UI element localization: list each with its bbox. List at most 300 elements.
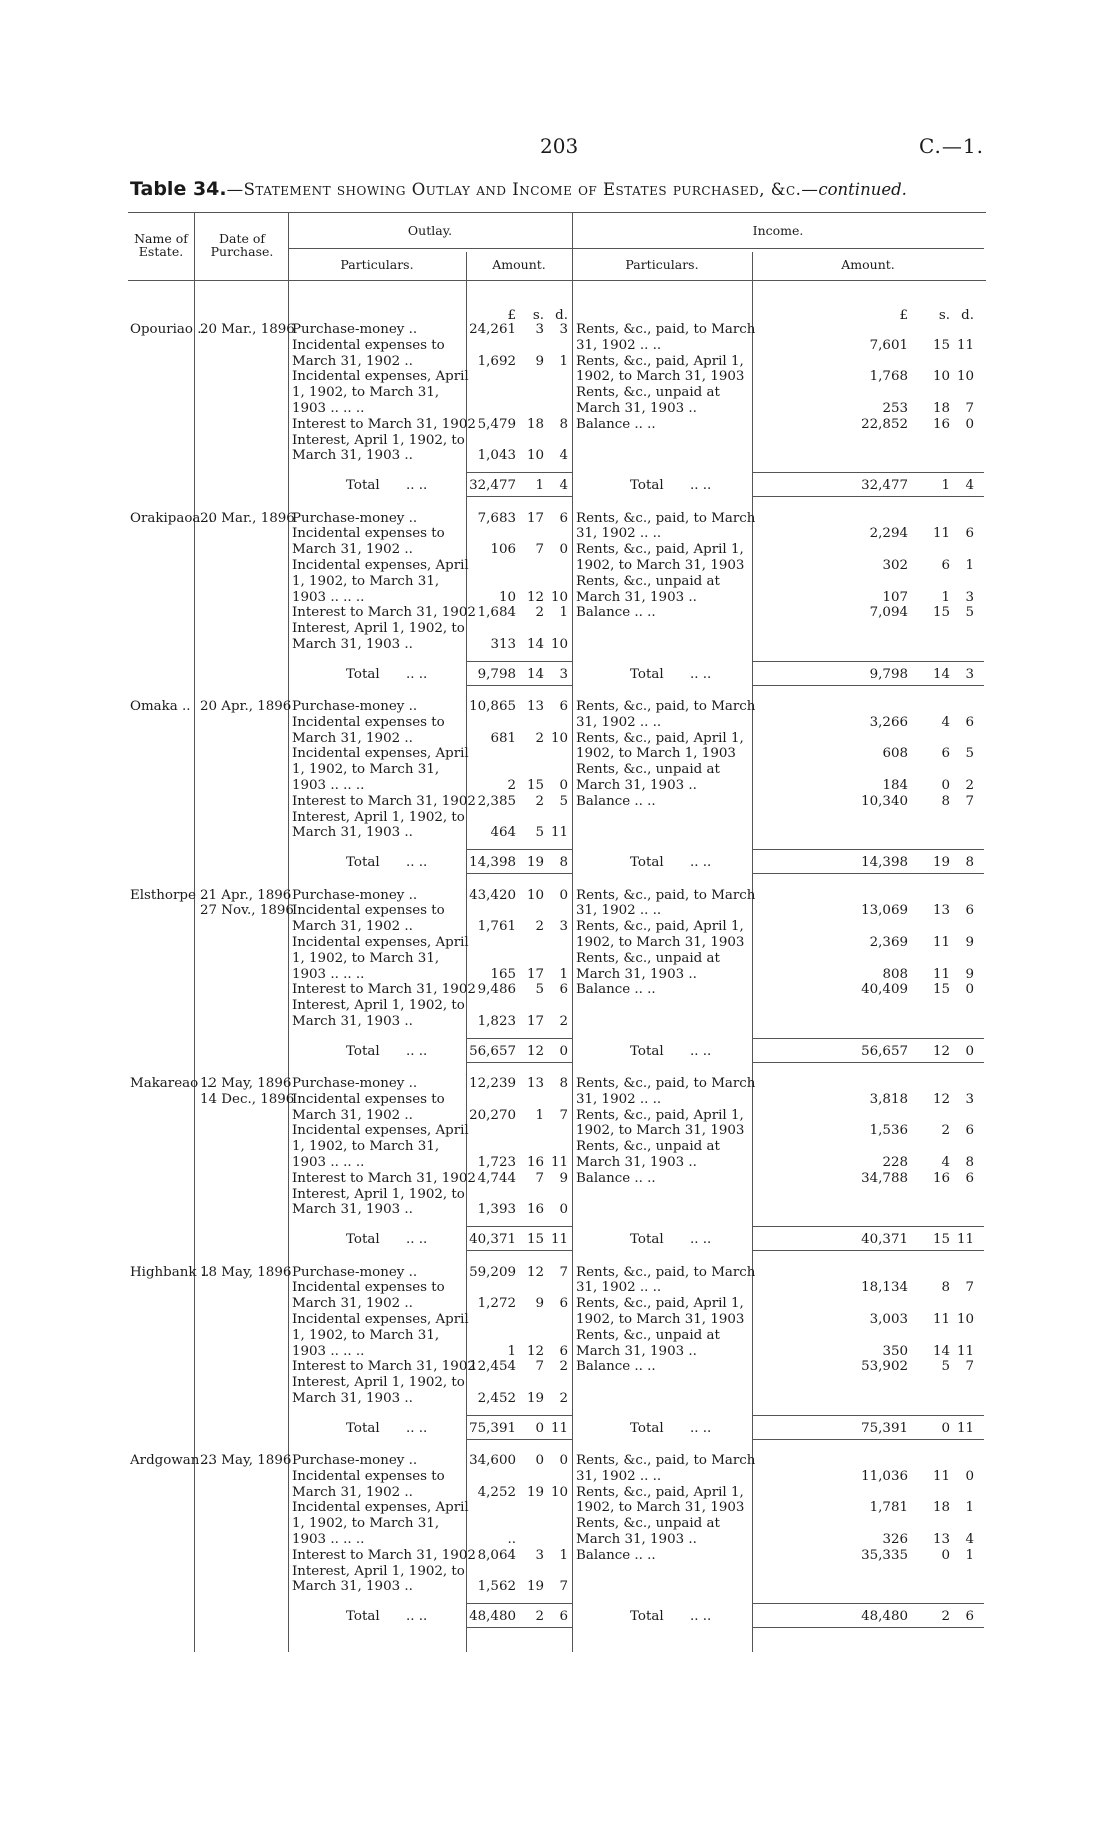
outlay-amount-shillings: 12 [526, 1264, 544, 1280]
outlay-amount-pounds: 106 [490, 542, 516, 558]
income-particular: March 31, 1903 .. [576, 966, 697, 982]
outlay-amount-pence: 0 [559, 1202, 568, 1218]
outlay-total-pounds: 9,798 [477, 666, 516, 682]
income-particular: Rents, &c., paid, to March [576, 699, 756, 714]
outlay-amount-shillings: 17 [526, 510, 544, 526]
outlay-total-pence: 8 [559, 855, 568, 871]
income-particular: March 31, 1903 .. [576, 778, 697, 793]
outlay-particular: Interest to March 31, 1902 [292, 1547, 476, 1563]
income-particular: Rents, &c., paid, April 1, [576, 353, 744, 369]
income-particular: 31, 1902 .. .. [576, 714, 662, 730]
income-amount-pounds: 1,781 [869, 1500, 908, 1516]
income-amount-pence: 5 [965, 605, 974, 621]
outlay-amount-shillings: 17 [526, 966, 544, 982]
table-title [130, 178, 980, 200]
outlay-amount-pence: 8 [559, 1076, 568, 1091]
income-total-dots: .. .. [690, 855, 712, 871]
estate-name: Orakipaoa .. [130, 510, 214, 526]
outlay-amount-pounds: 313 [490, 636, 516, 652]
income-amount-shillings: 13 [932, 903, 950, 919]
outlay-particular: Incidental expenses, April [292, 1311, 469, 1327]
income-total-shillings: 15 [932, 1232, 950, 1248]
outlay-total-dots: .. .. [406, 1232, 428, 1248]
outlay-total-pounds: 56,657 [469, 1043, 516, 1059]
outlay-amount-pounds: 9,486 [477, 982, 516, 998]
income-particular: Balance .. .. [576, 416, 656, 432]
income-particular: 31, 1902 .. .. [576, 1091, 662, 1107]
income-total-pounds: 9,798 [869, 666, 908, 682]
outlay-amount-shillings: 13 [526, 699, 544, 714]
estate-purchase-date: 18 May, 1896 [200, 1264, 292, 1280]
income-particular: 1902, to March 31, 1903 [576, 1123, 745, 1139]
income-particular: Rents, &c., unpaid at [576, 1139, 720, 1155]
income-amount-pence: 6 [965, 526, 974, 542]
income-particular: Rents, &c., paid, April 1, [576, 919, 744, 935]
income-total-label: Total [630, 1609, 664, 1625]
income-particular: 1902, to March 31, 1903 [576, 934, 745, 950]
income-particular: 31, 1902 .. .. [576, 526, 662, 542]
outlay-amount-pounds: 59,209 [469, 1264, 516, 1280]
income-amount-shillings: 11 [932, 526, 950, 542]
outlay-particular: March 31, 1903 .. [292, 825, 413, 841]
table-title-number: Table 34. [130, 178, 227, 200]
outlay-amount-shillings: 16 [526, 1155, 544, 1170]
outlay-particular: Interest, April 1, 1902, to [292, 621, 465, 637]
outlay-amount-pence: 0 [559, 887, 568, 903]
income-particular: Rents, &c., paid, to March [576, 887, 756, 903]
outlay-particular: 1, 1902, to March 31, [292, 1139, 440, 1155]
outlay-total-label: Total [346, 478, 380, 494]
outlay-amount-shillings: 3 [535, 322, 544, 337]
outlay-amount-pence: 2 [559, 1359, 568, 1375]
income-total-dots: .. .. [690, 666, 712, 682]
outlay-amount-shillings: 0 [535, 1453, 544, 1468]
outlay-amount-pence: 6 [559, 982, 568, 998]
outlay-particular: March 31, 1903 .. [292, 1013, 413, 1029]
outlay-total-pence: 6 [559, 1609, 568, 1625]
income-amount-pounds: 302 [882, 557, 908, 573]
income-amount-shillings: 16 [932, 1170, 950, 1186]
outlay-amount-shillings: 18 [526, 416, 544, 432]
outlay-particular: 1, 1902, to March 31, [292, 1327, 440, 1343]
outlay-amount-shillings: 12 [526, 1343, 544, 1359]
outlay-amount-pence: 3 [559, 322, 568, 337]
estate-name: Omaka .. [130, 699, 191, 714]
outlay-amount-shillings: 2 [535, 730, 544, 746]
outlay-total-shillings: 0 [535, 1420, 544, 1436]
income-particular: Balance .. .. [576, 793, 656, 809]
outlay-particular: Incidental expenses, April [292, 1500, 469, 1516]
income-particular: Rents, &c., unpaid at [576, 762, 720, 778]
income-amount-shillings: 16 [932, 416, 950, 432]
income-amount-pounds: 107 [882, 589, 908, 605]
outlay-amount-pounds: 1,393 [477, 1202, 516, 1218]
outlay-amount-pounds: .. [507, 1532, 516, 1547]
outlay-amount-pounds: 34,600 [469, 1453, 516, 1468]
income-particular: Rents, &c., paid, to March [576, 510, 756, 526]
outlay-amount-shillings: 13 [526, 1076, 544, 1091]
income-amount-pence: 2 [965, 778, 974, 793]
outlay-amount-shillings: 5 [535, 825, 544, 841]
income-amount-pounds: 13,069 [861, 903, 908, 919]
income-amount-pounds: 3,003 [869, 1311, 908, 1327]
outlay-total-pence: 0 [559, 1043, 568, 1059]
income-total-label: Total [630, 1232, 664, 1248]
table-title-continued: continued. [818, 180, 907, 199]
income-amount-pence: 6 [965, 714, 974, 730]
income-amount-pounds: 3,818 [869, 1091, 908, 1107]
outlay-total-pence: 4 [559, 478, 568, 494]
outlay-amount-shillings: 15 [526, 778, 544, 793]
outlay-amount-pence: 6 [559, 1343, 568, 1359]
income-amount-pounds: 2,369 [869, 934, 908, 950]
outlay-total-shillings: 19 [526, 855, 544, 871]
outlay-pence-header: d. [555, 308, 568, 323]
income-particular: Rents, &c., unpaid at [576, 385, 720, 401]
income-amount-shillings: 15 [932, 605, 950, 621]
outlay-amount-pounds: 681 [490, 730, 516, 746]
income-amount-shillings: 0 [941, 1547, 950, 1563]
income-amount-pence: 3 [965, 1091, 974, 1107]
outlay-total-pence: 11 [550, 1420, 568, 1436]
income-amount-pence: 1 [965, 557, 974, 573]
outlay-particular: Purchase-money .. [292, 322, 418, 337]
income-particular: Rents, &c., paid, April 1, [576, 1107, 744, 1123]
outlay-amount-shillings: 10 [526, 887, 544, 903]
income-amount-shillings: 8 [941, 793, 950, 809]
income-particular: Balance .. .. [576, 605, 656, 621]
outlay-total-dots: .. .. [406, 1043, 428, 1059]
outlay-total-shillings: 2 [535, 1609, 544, 1625]
income-total-shillings: 14 [932, 666, 950, 682]
outlay-amount-pence: 10 [550, 1484, 568, 1500]
income-particular: Balance .. .. [576, 1359, 656, 1375]
income-amount-pounds: 608 [882, 746, 908, 762]
outlay-total-dots: .. .. [406, 478, 428, 494]
estate-name: Makareao .. [130, 1076, 211, 1091]
outlay-amount-pounds: 165 [490, 966, 516, 982]
income-total-pence: 0 [965, 1043, 974, 1059]
outlay-amount-pounds: 10 [498, 589, 516, 605]
outlay-amount-pence: 2 [559, 1390, 568, 1406]
income-particular: Balance .. .. [576, 1170, 656, 1186]
outlay-amount-shillings: 7 [535, 542, 544, 558]
income-amount-pounds: 22,852 [861, 416, 908, 432]
outlay-particular: Purchase-money .. [292, 699, 418, 714]
income-total-shillings: 19 [932, 855, 950, 871]
outlay-amount-shillings: 19 [526, 1484, 544, 1500]
outlay-total-dots: .. .. [406, 1609, 428, 1625]
income-amount-pence: 1 [965, 1500, 974, 1516]
outlay-amount-pounds: 10,865 [469, 699, 516, 714]
estate-purchase-date: 20 Mar., 1896 [200, 510, 295, 526]
income-total-label: Total [630, 855, 664, 871]
income-particular: March 31, 1903 .. [576, 401, 697, 416]
column-header-income-amount: Amount. [841, 257, 895, 272]
income-total-dots: .. .. [690, 1232, 712, 1248]
income-total-label: Total [630, 1420, 664, 1436]
outlay-particular: 1903 .. .. .. [292, 589, 365, 605]
income-amount-pounds: 35,335 [861, 1547, 908, 1563]
outlay-amount-pounds: 464 [490, 825, 516, 841]
income-particular: 31, 1902 .. .. [576, 1280, 662, 1296]
income-amount-shillings: 11 [932, 1468, 950, 1484]
outlay-pound-header: £ [507, 308, 516, 323]
outlay-particular: March 31, 1903 .. [292, 448, 413, 464]
column-header-income-particulars: Particulars. [625, 257, 699, 272]
income-amount-pence: 11 [956, 337, 974, 353]
outlay-particular: Interest, April 1, 1902, to [292, 1563, 465, 1579]
income-total-pence: 6 [965, 1609, 974, 1625]
income-total-label: Total [630, 666, 664, 682]
outlay-total-dots: .. .. [406, 666, 428, 682]
income-amount-shillings: 8 [941, 1280, 950, 1296]
outlay-amount-shillings: 16 [526, 1202, 544, 1218]
outlay-particular: Interest, April 1, 1902, to [292, 432, 465, 448]
outlay-total-shillings: 14 [526, 666, 544, 682]
outlay-particular: 1903 .. .. .. [292, 1532, 365, 1547]
income-total-shillings: 12 [932, 1043, 950, 1059]
outlay-particular: Incidental expenses to [292, 337, 445, 353]
income-particular: 1902, to March 1, 1903 [576, 746, 736, 762]
outlay-amount-pounds: 1,692 [477, 353, 516, 369]
income-shilling-header: s. [938, 308, 950, 323]
outlay-particular: 1, 1902, to March 31, [292, 762, 440, 778]
outlay-total-pounds: 75,391 [469, 1420, 516, 1436]
outlay-particular: Incidental expenses to [292, 1280, 445, 1296]
income-amount-shillings: 1 [941, 589, 950, 605]
outlay-particular: March 31, 1902 .. [292, 919, 413, 935]
outlay-shilling-header: s. [532, 308, 544, 323]
outlay-amount-pounds: 1,723 [477, 1155, 516, 1170]
outlay-particular: Incidental expenses, April [292, 746, 469, 762]
outlay-amount-pence: 6 [559, 1296, 568, 1312]
outlay-amount-shillings: 1 [535, 1107, 544, 1123]
income-amount-shillings: 0 [941, 778, 950, 793]
income-amount-pounds: 53,902 [861, 1359, 908, 1375]
outlay-particular: Interest to March 31, 1902 [292, 605, 476, 621]
estates-table [128, 212, 986, 1652]
outlay-particular: March 31, 1902 .. [292, 730, 413, 746]
income-particular: Rents, &c., paid, April 1, [576, 542, 744, 558]
outlay-total-label: Total [346, 1043, 380, 1059]
income-amount-shillings: 6 [941, 557, 950, 573]
income-amount-pence: 10 [956, 369, 974, 385]
income-amount-pence: 0 [965, 1468, 974, 1484]
income-total-dots: .. .. [690, 1420, 712, 1436]
outlay-amount-shillings: 2 [535, 793, 544, 809]
income-amount-pounds: 10,340 [861, 793, 908, 809]
estate-purchase-date: 12 May, 1896 [200, 1076, 292, 1091]
income-amount-pounds: 2,294 [869, 526, 908, 542]
income-pound-header: £ [899, 308, 908, 323]
income-particular: Balance .. .. [576, 1547, 656, 1563]
income-amount-shillings: 15 [932, 337, 950, 353]
outlay-amount-pence: 7 [559, 1579, 568, 1595]
outlay-particular: Incidental expenses to [292, 1091, 445, 1107]
outlay-total-dots: .. .. [406, 1420, 428, 1436]
income-amount-shillings: 12 [932, 1091, 950, 1107]
outlay-amount-pounds: 12,239 [469, 1076, 516, 1091]
outlay-total-dots: .. .. [406, 855, 428, 871]
outlay-amount-pence: 0 [559, 542, 568, 558]
outlay-amount-pounds: 1 [507, 1343, 516, 1359]
outlay-particular: March 31, 1902 .. [292, 1107, 413, 1123]
estate-purchase-date: 23 May, 1896 [200, 1453, 292, 1468]
outlay-particular: March 31, 1903 .. [292, 1202, 413, 1218]
column-header-outlay: Outlay. [407, 223, 453, 238]
outlay-amount-pence: 10 [550, 589, 568, 605]
outlay-amount-pence: 1 [559, 966, 568, 982]
outlay-particular: 1903 .. .. .. [292, 966, 365, 982]
income-particular: 1902, to March 31, 1903 [576, 369, 745, 385]
estate-name: Elsthorpe .. [130, 887, 209, 903]
income-particular: Rents, &c., paid, to March [576, 322, 756, 337]
income-amount-pence: 11 [956, 1343, 974, 1359]
outlay-particular: Purchase-money .. [292, 887, 418, 903]
outlay-amount-shillings: 2 [535, 605, 544, 621]
income-amount-pounds: 18,134 [861, 1280, 908, 1296]
income-amount-shillings: 11 [932, 1311, 950, 1327]
income-particular: Rents, &c., paid, April 1, [576, 1296, 744, 1312]
estate-purchase-date: 27 Nov., 1896 [200, 903, 294, 919]
outlay-amount-pence: 0 [559, 778, 568, 793]
income-amount-shillings: 11 [932, 966, 950, 982]
estate-name: Opouriao .. [130, 322, 206, 337]
outlay-total-label: Total [346, 666, 380, 682]
outlay-amount-shillings: 7 [535, 1359, 544, 1375]
income-amount-pence: 4 [965, 1532, 974, 1547]
outlay-amount-pence: 1 [559, 605, 568, 621]
income-total-pounds: 14,398 [861, 855, 908, 871]
income-amount-pounds: 350 [882, 1343, 908, 1359]
income-amount-shillings: 10 [932, 369, 950, 385]
outlay-amount-pounds: 24,261 [469, 322, 516, 337]
outlay-amount-pounds: 43,420 [469, 887, 516, 903]
income-amount-shillings: 14 [932, 1343, 950, 1359]
income-total-pence: 3 [965, 666, 974, 682]
outlay-amount-shillings: 17 [526, 1013, 544, 1029]
outlay-amount-pounds: 1,823 [477, 1013, 516, 1029]
outlay-amount-pounds: 2,385 [477, 793, 516, 809]
income-particular: Rents, &c., paid, to March [576, 1264, 756, 1280]
outlay-particular: Interest to March 31, 1902 [292, 1170, 476, 1186]
income-amount-pence: 3 [965, 589, 974, 605]
income-particular: 1902, to March 31, 1903 [576, 557, 745, 573]
income-total-pence: 11 [956, 1420, 974, 1436]
outlay-particular: 1903 .. .. .. [292, 1155, 365, 1170]
income-amount-shillings: 15 [932, 982, 950, 998]
outlay-amount-pounds: 4,252 [477, 1484, 516, 1500]
estate-purchase-date: 20 Mar., 1896 [200, 322, 295, 337]
income-amount-shillings: 4 [941, 1155, 950, 1170]
outlay-amount-pence: 6 [559, 510, 568, 526]
income-amount-pounds: 11,036 [861, 1468, 908, 1484]
outlay-amount-shillings: 9 [535, 1296, 544, 1312]
column-header-outlay-amount: Amount. [492, 257, 546, 272]
income-total-pounds: 48,480 [861, 1609, 908, 1625]
column-header-date: Date of Purchase. [210, 231, 274, 259]
outlay-total-shillings: 12 [526, 1043, 544, 1059]
outlay-amount-pence: 10 [550, 636, 568, 652]
income-amount-pounds: 184 [882, 778, 908, 793]
outlay-amount-pounds: 1,562 [477, 1579, 516, 1595]
income-amount-pounds: 1,768 [869, 369, 908, 385]
outlay-particular: March 31, 1902 .. [292, 1296, 413, 1312]
income-amount-shillings: 4 [941, 714, 950, 730]
income-total-label: Total [630, 478, 664, 494]
outlay-particular: 1903 .. .. .. [292, 778, 365, 793]
outlay-amount-pence: 9 [559, 1170, 568, 1186]
page-reference: C.—1. [918, 134, 984, 158]
income-particular: Rents, &c., unpaid at [576, 1327, 720, 1343]
outlay-amount-shillings: 5 [535, 982, 544, 998]
outlay-total-pence: 11 [550, 1232, 568, 1248]
outlay-amount-pence: 10 [550, 730, 568, 746]
income-amount-pence: 0 [965, 982, 974, 998]
outlay-total-shillings: 15 [526, 1232, 544, 1248]
income-total-label: Total [630, 1043, 664, 1059]
income-amount-shillings: 18 [932, 1500, 950, 1516]
income-particular: Rents, &c., unpaid at [576, 1516, 720, 1532]
outlay-particular: Purchase-money .. [292, 1264, 418, 1280]
outlay-amount-shillings: 10 [526, 448, 544, 464]
income-amount-pence: 9 [965, 966, 974, 982]
income-total-dots: .. .. [690, 1609, 712, 1625]
outlay-amount-shillings: 3 [535, 1547, 544, 1563]
income-particular: Rents, &c., unpaid at [576, 950, 720, 966]
outlay-particular: Incidental expenses to [292, 903, 445, 919]
income-amount-pence: 6 [965, 1123, 974, 1139]
outlay-amount-pounds: 2 [507, 778, 516, 793]
outlay-amount-pence: 7 [559, 1107, 568, 1123]
outlay-amount-pounds: 20,270 [469, 1107, 516, 1123]
income-amount-pence: 9 [965, 934, 974, 950]
income-particular: 31, 1902 .. .. [576, 1468, 662, 1484]
income-amount-pence: 10 [956, 1311, 974, 1327]
income-amount-pence: 5 [965, 746, 974, 762]
income-amount-pounds: 253 [882, 401, 908, 416]
outlay-amount-pounds: 1,043 [477, 448, 516, 464]
outlay-amount-pence: 11 [550, 1155, 568, 1170]
income-particular: Rents, &c., unpaid at [576, 573, 720, 589]
outlay-particular: Incidental expenses, April [292, 1123, 469, 1139]
income-amount-pence: 7 [965, 1359, 974, 1375]
income-amount-shillings: 6 [941, 746, 950, 762]
outlay-particular: Interest to March 31, 1902 [292, 1359, 476, 1375]
outlay-particular: March 31, 1903 .. [292, 636, 413, 652]
outlay-particular: 1, 1902, to March 31, [292, 573, 440, 589]
outlay-amount-pounds: 1,272 [477, 1296, 516, 1312]
outlay-amount-pence: 3 [559, 919, 568, 935]
outlay-particular: March 31, 1903 .. [292, 1390, 413, 1406]
income-particular: Rents, &c., paid, April 1, [576, 1484, 744, 1500]
estate-purchase-date: 21 Apr., 1896 [200, 887, 292, 903]
income-amount-shillings: 2 [941, 1123, 950, 1139]
outlay-particular: Interest, April 1, 1902, to [292, 998, 465, 1014]
outlay-amount-pounds: 1,761 [477, 919, 516, 935]
income-amount-pounds: 34,788 [861, 1170, 908, 1186]
outlay-particular: March 31, 1902 .. [292, 1484, 413, 1500]
outlay-particular: 1, 1902, to March 31, [292, 1516, 440, 1532]
income-amount-shillings: 18 [932, 401, 950, 416]
outlay-amount-shillings: 7 [535, 1170, 544, 1186]
income-particular: 1902, to March 31, 1903 [576, 1311, 745, 1327]
income-amount-shillings: 5 [941, 1359, 950, 1375]
income-particular: Rents, &c., paid, to March [576, 1076, 756, 1091]
outlay-amount-pounds: 7,683 [477, 510, 516, 526]
income-amount-pounds: 40,409 [861, 982, 908, 998]
